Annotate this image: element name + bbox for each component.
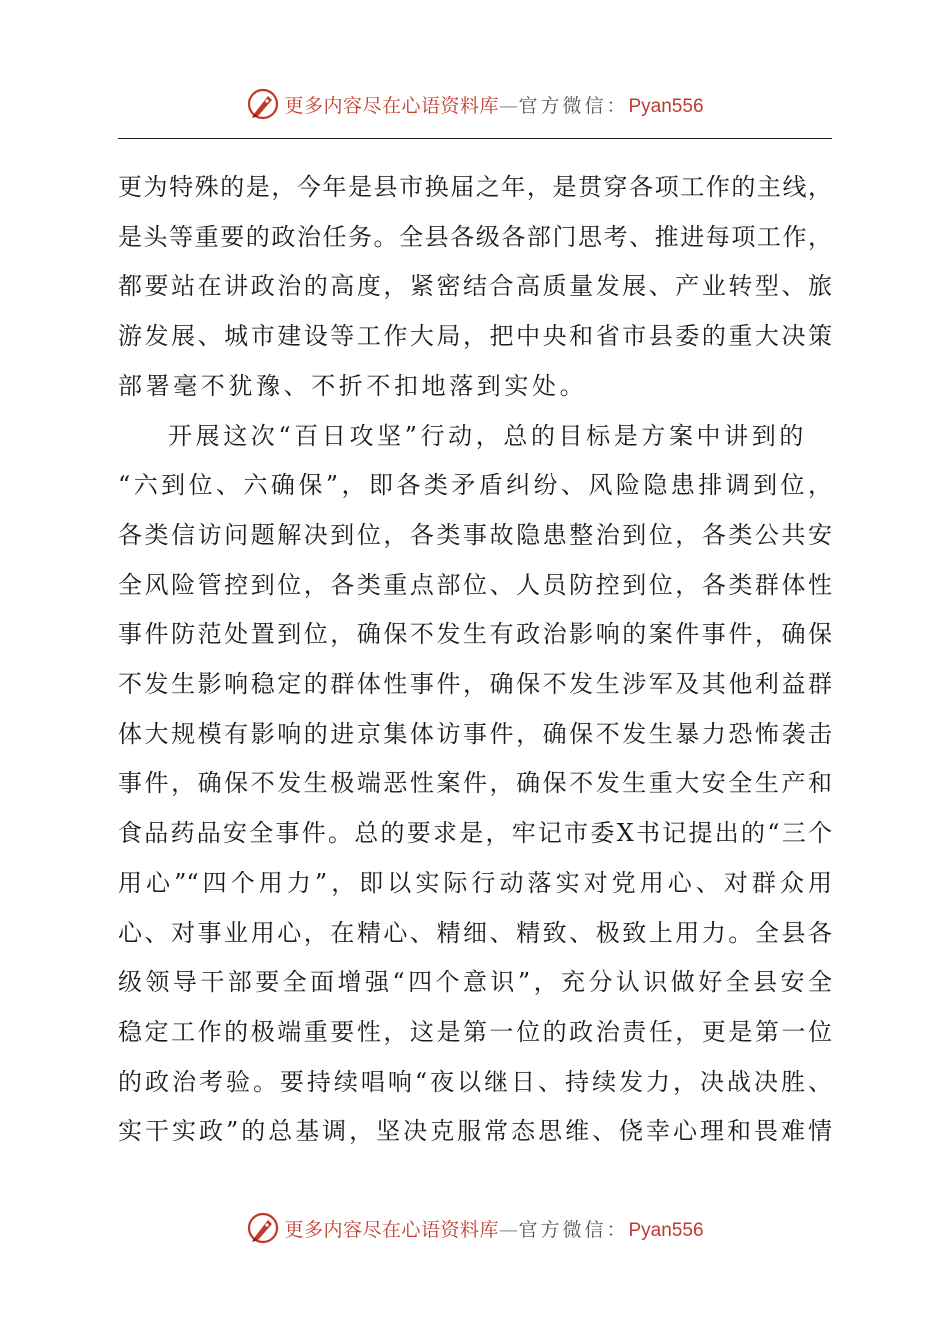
text-line: 用心”“四个用力”，即以实际行动落实对党用心、对群众用: [118, 868, 832, 897]
text-line: 稳定工作的极端重要性，这是第一位的政治责任，更是第一位: [118, 1017, 832, 1046]
text-line: 食品药品安全事件。总的要求是，牢记市委X书记提出的“三个: [118, 819, 832, 848]
watermark-wechat-label: 官方微信：: [518, 94, 629, 117]
text-line: 的政治考验。要持续唱响“夜以继日、持续发力，决战决胜、: [118, 1067, 832, 1096]
text-line: 心、对事业用心，在精心、精细、精致、极致上用力。全县各: [118, 918, 832, 947]
pen-nib-logo-icon: [246, 1211, 280, 1245]
watermark-main: 更多内容尽在心语资料库: [284, 1218, 499, 1241]
text-line: 开展这次“百日攻坚”行动，总的目标是方案中讲到的: [168, 421, 807, 450]
pen-nib-logo-icon: [246, 87, 280, 121]
text-line: 级领导干部要全面增强“四个意识”，充分认识做好全县安全: [118, 968, 832, 997]
text-line: 都要站在讲政治的高度，紧密结合高质量发展、产业转型、旅: [118, 272, 832, 301]
text-line: 事件防范处置到位，确保不发生有政治影响的案件事件，确保: [118, 620, 832, 649]
header-divider: [118, 138, 832, 139]
text-line: 更为特殊的是，今年是县市换届之年，是贯穿各项工作的主线，: [118, 173, 832, 201]
document-body: [118, 163, 832, 1157]
paragraph-2: [118, 412, 832, 1158]
watermark-dash: —: [498, 94, 519, 117]
footer-watermark: [0, 1208, 950, 1248]
text-line: 是头等重要的政治任务。全县各级各部门思考、推进每项工作，: [118, 222, 832, 251]
text-line: 各类信访问题解决到位，各类事故隐患整治到位，各类公共安: [118, 520, 832, 549]
watermark-dash: —: [498, 1218, 519, 1241]
watermark-wechat-label: 官方微信：: [518, 1218, 629, 1241]
text-line: 游发展、城市建设等工作大局，把中央和省市县委的重大决策: [118, 322, 832, 351]
text-line: 体大规模有影响的进京集体访事件，确保不发生暴力恐怖袭击: [118, 719, 832, 748]
text-line: 实干实政”的总基调，坚决克服常态思维、侥幸心理和畏难情: [118, 1117, 832, 1146]
text-line: “六到位、六确保”，即各类矛盾纠纷、风险隐患排调到位，: [118, 471, 832, 500]
watermark-wechat-id: Pyan556: [628, 1219, 704, 1241]
footer-watermark-text: [284, 1215, 703, 1242]
paragraph-1: [118, 163, 832, 412]
text-line: 部署毫不犹豫、不折不扣地落到实处。: [118, 371, 588, 400]
text-line: 全风险管控到位，各类重点部位、人员防控到位，各类群体性: [118, 570, 832, 599]
watermark-main: 更多内容尽在心语资料库: [284, 94, 499, 117]
text-line: 不发生影响稳定的群体性事件，确保不发生涉军及其他利益群: [118, 670, 832, 699]
header-watermark: [0, 84, 950, 124]
watermark-wechat-id: Pyan556: [628, 95, 704, 117]
text-line: 事件，确保不发生极端恶性案件，确保不发生重大安全生产和: [118, 769, 832, 798]
header-watermark-text: [284, 91, 703, 118]
